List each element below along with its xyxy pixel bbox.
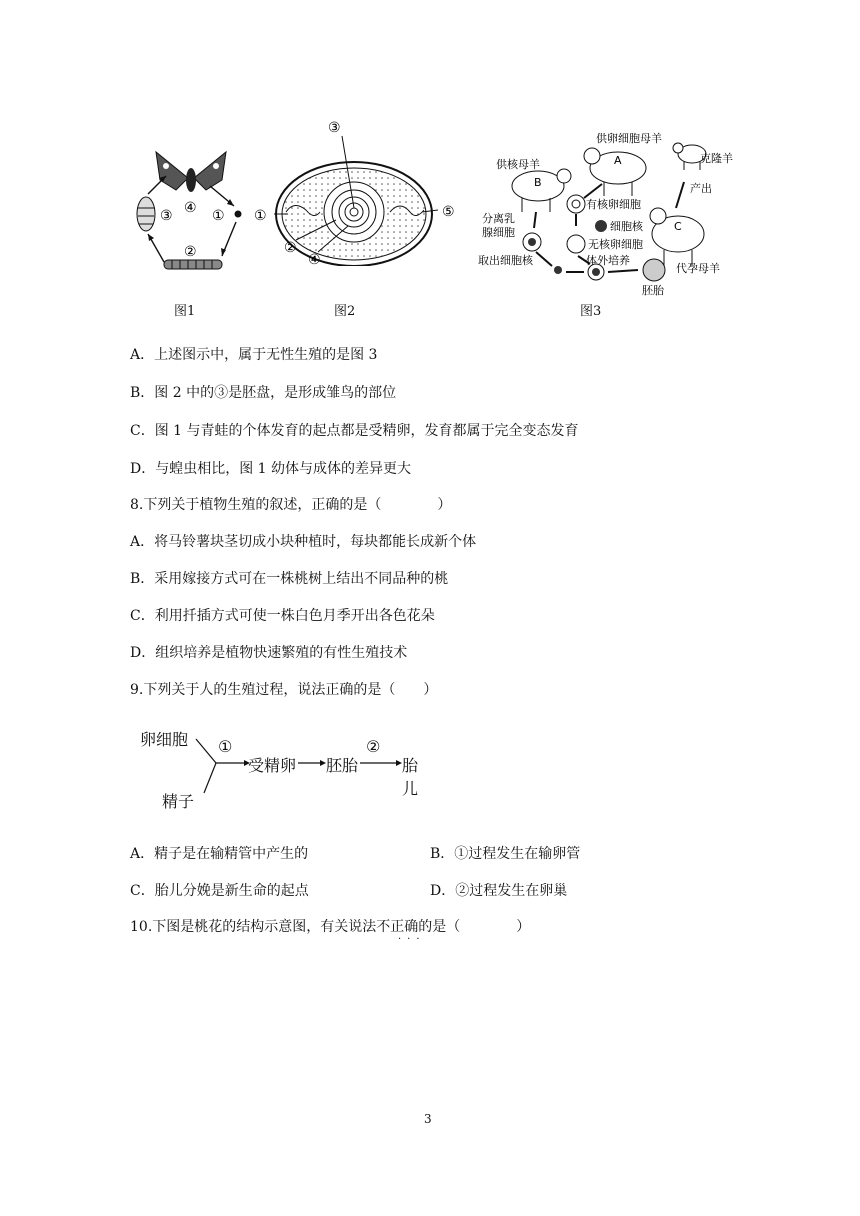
fig3-clone: 克隆羊	[700, 152, 733, 165]
fig3-embryo: 胚胎	[642, 284, 664, 297]
q8-option-c: C．利用扦插方式可使一株白色月季开出各色花朵	[130, 608, 435, 624]
fig1-label-4: ④	[184, 200, 197, 216]
fig3-egg-donor: 供卵细胞母羊	[596, 132, 662, 145]
figure-1-caption: 图1	[174, 304, 196, 319]
q10-stem: 10.下图是桃花的结构示意图，有关说法不正确的是（ ）	[130, 919, 531, 935]
reproduction-flow-diagram	[140, 725, 420, 815]
fig3-surrogate: 代孕母羊	[676, 262, 720, 275]
flow-step-1: ①	[218, 737, 233, 756]
sheep-c-icon	[650, 208, 704, 266]
q7-option-b: B．图 2 中的③是胚盘，是形成雏鸟的部位	[130, 385, 397, 401]
fig3-label-b: B	[534, 176, 542, 189]
flow-sperm: 精子	[162, 792, 195, 811]
egg-structure-diagram	[254, 116, 464, 266]
fig3-separate-2: 腺细胞	[482, 226, 515, 239]
q9-option-c: C．胎儿分娩是新生命的起点	[130, 883, 309, 899]
fig2-label-1: ①	[254, 208, 267, 224]
fig3-nucleated-egg: 有核卵细胞	[586, 198, 641, 211]
fig3-label-a: A	[614, 154, 622, 167]
fig3-separate-1: 分离乳	[482, 212, 515, 225]
fig2-label-4: ④	[308, 252, 321, 266]
fig3-produce: 产出	[690, 182, 712, 195]
figure-3-caption: 图3	[580, 304, 602, 319]
donor-nucleus	[554, 266, 562, 274]
figure-3-cloning	[478, 128, 738, 298]
flow-embryo: 胚胎	[326, 756, 359, 775]
fig1-label-2: ②	[184, 244, 197, 260]
q8-stem: 8.下列关于植物生殖的叙述，正确的是（ ）	[130, 497, 452, 513]
q7-option-d: D．与蝗虫相比，图 1 幼体与成体的差异更大	[130, 461, 412, 477]
emphasis-dots: ···	[398, 934, 426, 945]
fig1-label-1: ①	[212, 208, 225, 224]
cloning-diagram	[478, 128, 738, 298]
larva-icon	[164, 260, 222, 269]
figure-2-bird-egg	[254, 116, 464, 266]
anucleate-egg-cell	[567, 235, 585, 253]
fig3-anucleate-egg: 无核卵细胞	[588, 238, 643, 251]
egg-dot	[235, 211, 242, 218]
flow-step-2: ②	[366, 737, 381, 756]
q7-option-c: C．图 1 与青蛙的个体发育的起点都是受精卵，发育都属于完全变态发育	[130, 423, 579, 439]
q8-option-d: D．组织培养是植物快速繁殖的有性生殖技术	[130, 645, 408, 661]
fig1-label-3: ③	[160, 208, 173, 224]
life-cycle-diagram	[126, 138, 256, 278]
q8-option-a: A．将马铃薯块茎切成小块种植时，每块都能长成新个体	[130, 534, 477, 550]
q8-option-b: B．采用嫁接方式可在一株桃树上结出不同品种的桃	[130, 571, 449, 587]
flow-fetus: 胎儿	[402, 756, 419, 798]
fig3-cell-nucleus: 细胞核	[610, 220, 643, 233]
fig3-take-nucleus: 取出细胞核	[478, 254, 533, 267]
fig2-label-2: ②	[284, 240, 297, 256]
flow-zygote: 受精卵	[248, 756, 297, 775]
fig2-label-5: ⑤	[442, 204, 455, 220]
q7-option-a: A．上述图示中，属于无性生殖的是图 3	[130, 347, 378, 363]
fig2-label-3: ③	[328, 120, 341, 136]
page-number: 3	[424, 1112, 432, 1126]
q9-stem: 9.下列关于人的生殖过程，说法正确的是（ ）	[130, 682, 438, 698]
embryo-icon	[643, 259, 665, 281]
flow-egg-cell: 卵细胞	[140, 730, 189, 749]
figure-1-life-cycle	[126, 138, 256, 278]
figure-2-caption: 图2	[334, 304, 356, 319]
adult-moth-icon	[156, 152, 226, 192]
fig3-label-c: C	[674, 220, 682, 233]
q9-option-b: B．①过程发生在输卵管	[430, 846, 581, 862]
pupa-icon	[137, 197, 155, 231]
cell-nucleus	[595, 220, 607, 232]
q9-option-d: D．②过程发生在卵巢	[430, 883, 568, 899]
fig3-nucleus-donor: 供核母羊	[496, 158, 540, 171]
fig3-in-vitro: 体外培养	[586, 254, 630, 267]
q9-option-a: A．精子是在输精管中产生的	[130, 846, 309, 862]
